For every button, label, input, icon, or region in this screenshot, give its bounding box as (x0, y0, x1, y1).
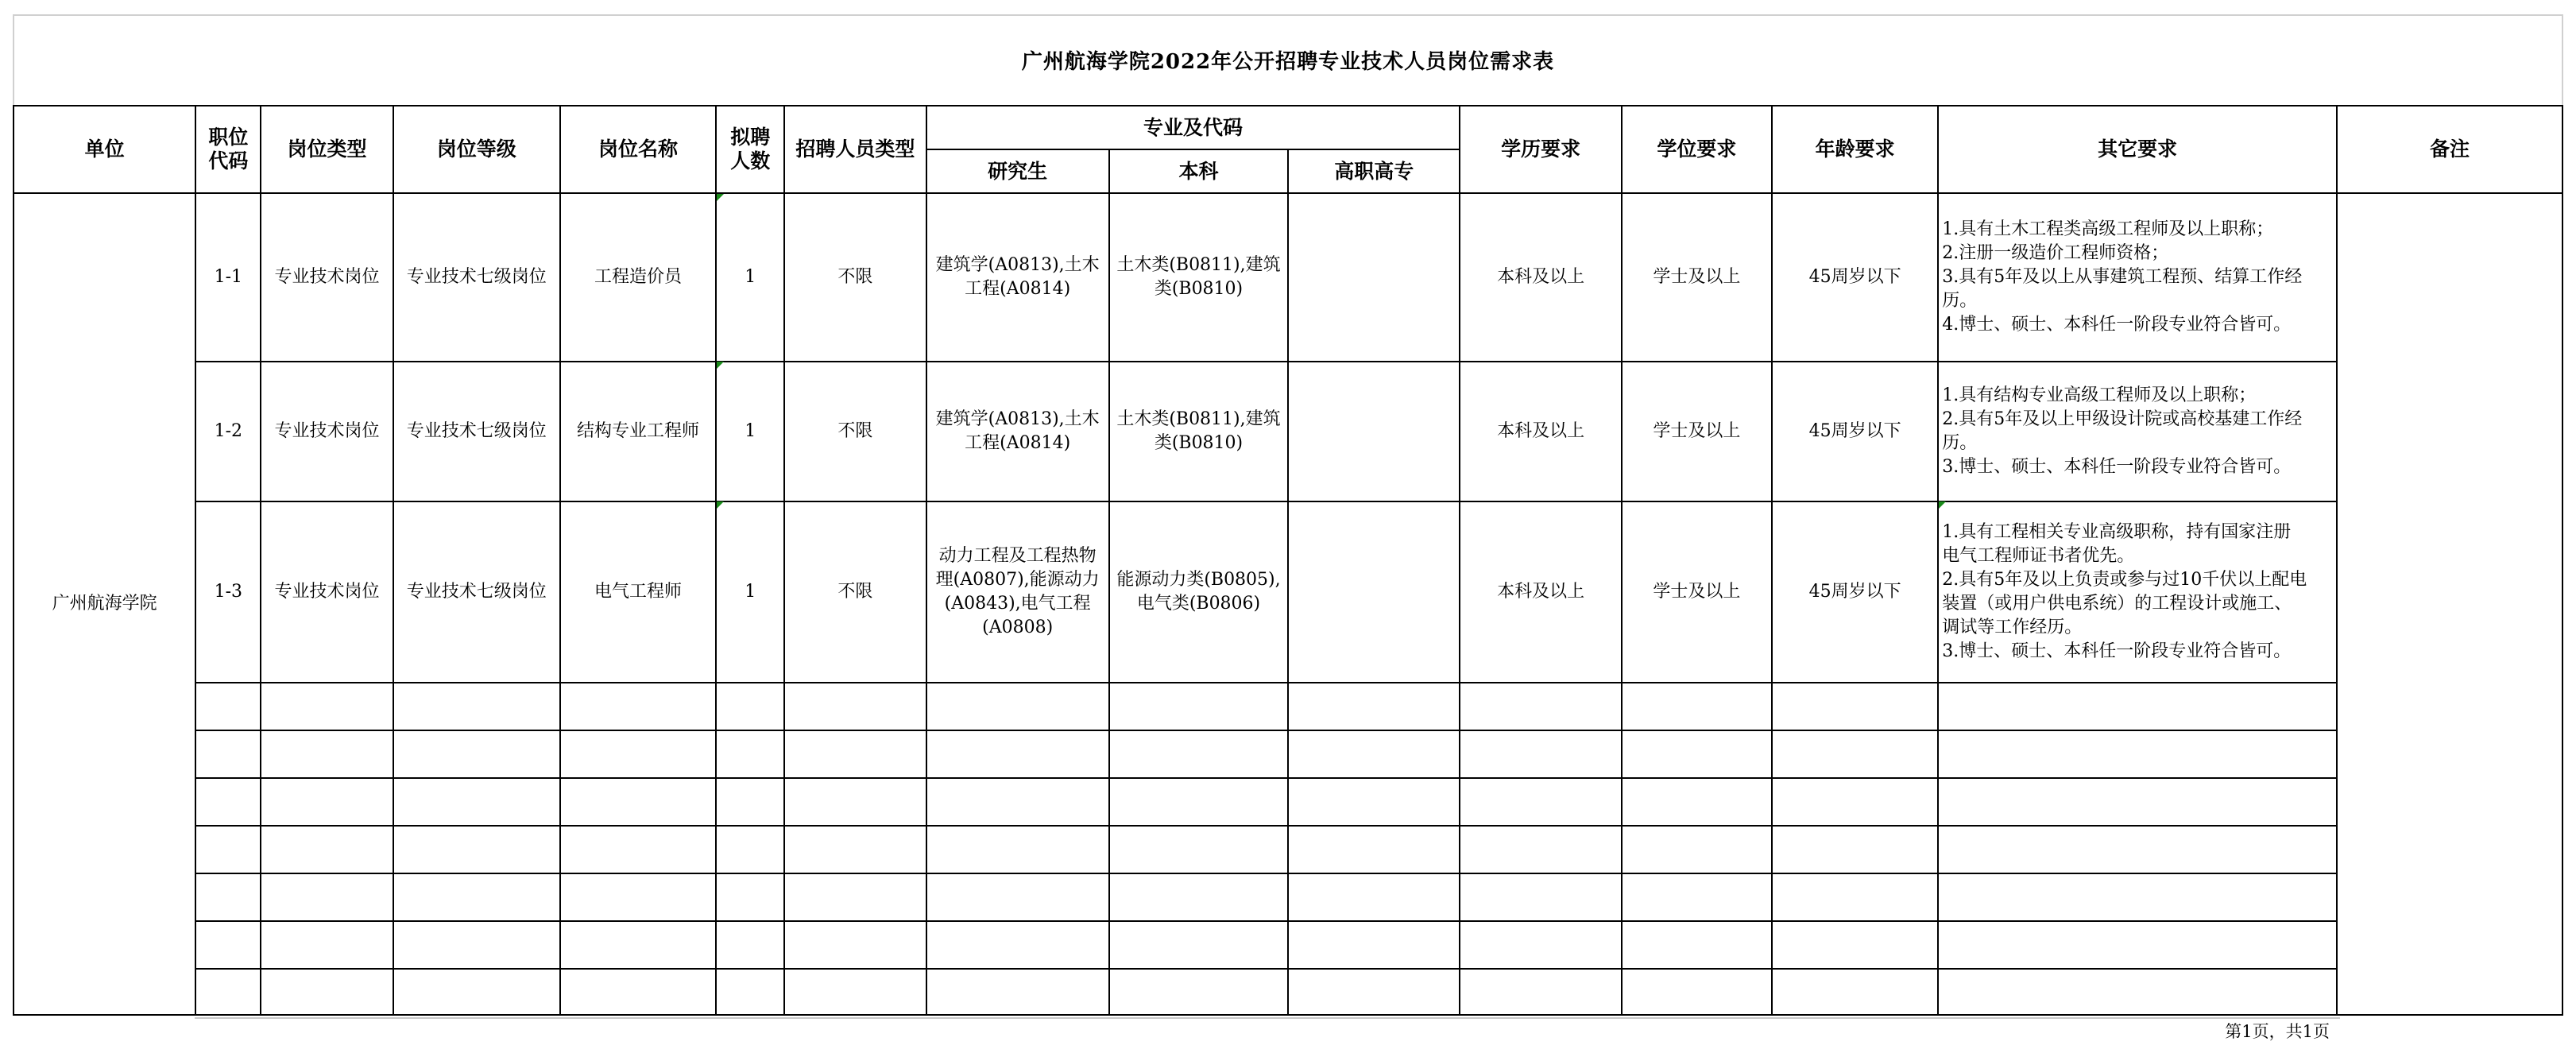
count-cell: 1 (716, 501, 784, 683)
undergrad-major-cell: 能源动力类(B0805), 电气类(B0806) (1109, 501, 1288, 683)
table-row (14, 362, 2337, 501)
empty-row (14, 921, 2337, 969)
footer-line (195, 1017, 2340, 1019)
remark-cell (2337, 193, 2562, 1015)
header-remark: 备注 (2337, 106, 2562, 193)
remark-column (2336, 105, 2563, 1016)
code-cell: 1-2 (195, 362, 261, 501)
post-name-cell: 结构专业工程师 (560, 362, 716, 501)
count-cell: 1 (716, 362, 784, 501)
education-cell: 本科及以上 (1460, 501, 1621, 683)
comment-marker (717, 362, 724, 369)
undergrad-major-cell: 土木类(B0811),建筑 类(B0810) (1109, 193, 1288, 362)
degree-cell: 学士及以上 (1622, 362, 1772, 501)
count-cell: 1 (716, 193, 784, 362)
empty-row (14, 873, 2337, 921)
post-type-cell: 专业技术岗位 (261, 193, 393, 362)
empty-row (14, 778, 2337, 826)
empty-row (14, 683, 2337, 730)
staff-type-cell: 不限 (784, 193, 926, 362)
header-code: 职位 代码 (195, 106, 261, 193)
header-degree: 学位要求 (1622, 106, 1772, 193)
header-major-group: 专业及代码 (926, 106, 1460, 149)
code-cell: 1-1 (195, 193, 261, 362)
post-name-cell: 电气工程师 (560, 501, 716, 683)
header-row (14, 106, 2337, 149)
age-cell: 45周岁以下 (1772, 362, 1938, 501)
post-type-cell: 专业技术岗位 (261, 362, 393, 501)
requirements-table (13, 105, 2338, 1016)
post-level-cell: 专业技术七级岗位 (393, 193, 560, 362)
header-post-name: 岗位名称 (560, 106, 716, 193)
table-row (14, 501, 2337, 683)
table-row (14, 193, 2337, 362)
age-cell: 45周岁以下 (1772, 193, 1938, 362)
undergrad-major-cell: 土木类(B0811),建筑 类(B0810) (1109, 362, 1288, 501)
header-education: 学历要求 (1460, 106, 1621, 193)
vocational-major-cell (1288, 501, 1460, 683)
header-age: 年龄要求 (1772, 106, 1938, 193)
vocational-major-cell (1288, 362, 1460, 501)
header-vocational: 高职高专 (1288, 149, 1460, 193)
header-count: 拟聘 人数 (716, 106, 784, 193)
post-level-cell: 专业技术七级岗位 (393, 501, 560, 683)
empty-row (14, 730, 2337, 778)
degree-cell: 学士及以上 (1622, 501, 1772, 683)
empty-row (14, 826, 2337, 873)
degree-cell: 学士及以上 (1622, 193, 1772, 362)
comment-marker (1939, 501, 1946, 509)
empty-row (14, 969, 2337, 1015)
page-footer: 第1页，共1页 (2225, 1022, 2330, 1041)
staff-type-cell: 不限 (784, 501, 926, 683)
header-unit: 单位 (14, 106, 195, 193)
vocational-major-cell (1288, 193, 1460, 362)
post-type-cell: 专业技术岗位 (261, 501, 393, 683)
post-level-cell: 专业技术七级岗位 (393, 362, 560, 501)
comment-marker (717, 194, 724, 201)
grad-major-cell: 动力工程及工程热物 理(A0807),能源动力 (A0843),电气工程 (A0808) (926, 501, 1109, 683)
code-cell: 1-3 (195, 501, 261, 683)
unit-cell: 广州航海学院 (14, 193, 195, 1015)
header-undergrad: 本科 (1109, 149, 1288, 193)
other-requirements-cell: 1.具有结构专业高级工程师及以上职称； 2.具有5年及以上甲级设计院或高校基建工作经 历。 3.博士、硕士、本科任一阶段专业符合皆可。 (1938, 362, 2337, 501)
other-requirements-cell: 1.具有土木工程类高级工程师及以上职称； 2.注册一级造价工程师资格； 3.具有5年及以上从事建筑工程预、结算工作经 历。 4.博士、硕士、本科任一阶段专业符合皆可。 (1938, 193, 2337, 362)
grad-major-cell: 建筑学(A0813),土木 工程(A0814) (926, 193, 1109, 362)
other-requirements-cell: 1.具有工程相关专业高级职称，持有国家注册 电气工程师证书者优先。 2.具有5年及以上负责或参与过10千伏以上配电 装置（或用户供电系统）的工程设计或施工、 调试等工作经历。 3.博士、硕士、本科任一阶段专业符合皆可。 (1938, 501, 2337, 683)
post-name-cell: 工程造价员 (560, 193, 716, 362)
grad-major-cell: 建筑学(A0813),土木 工程(A0814) (926, 362, 1109, 501)
comment-marker (717, 501, 724, 509)
age-cell: 45周岁以下 (1772, 501, 1938, 683)
header-post-type: 岗位类型 (261, 106, 393, 193)
education-cell: 本科及以上 (1460, 193, 1621, 362)
education-cell: 本科及以上 (1460, 362, 1621, 501)
header-grad: 研究生 (926, 149, 1109, 193)
staff-type-cell: 不限 (784, 362, 926, 501)
page-title: 广州航海学院2022年公开招聘专业技术人员岗位需求表 (1021, 49, 1555, 74)
header-staff-type: 招聘人员类型 (784, 106, 926, 193)
header-post-level: 岗位等级 (393, 106, 560, 193)
header-other: 其它要求 (1938, 106, 2337, 193)
